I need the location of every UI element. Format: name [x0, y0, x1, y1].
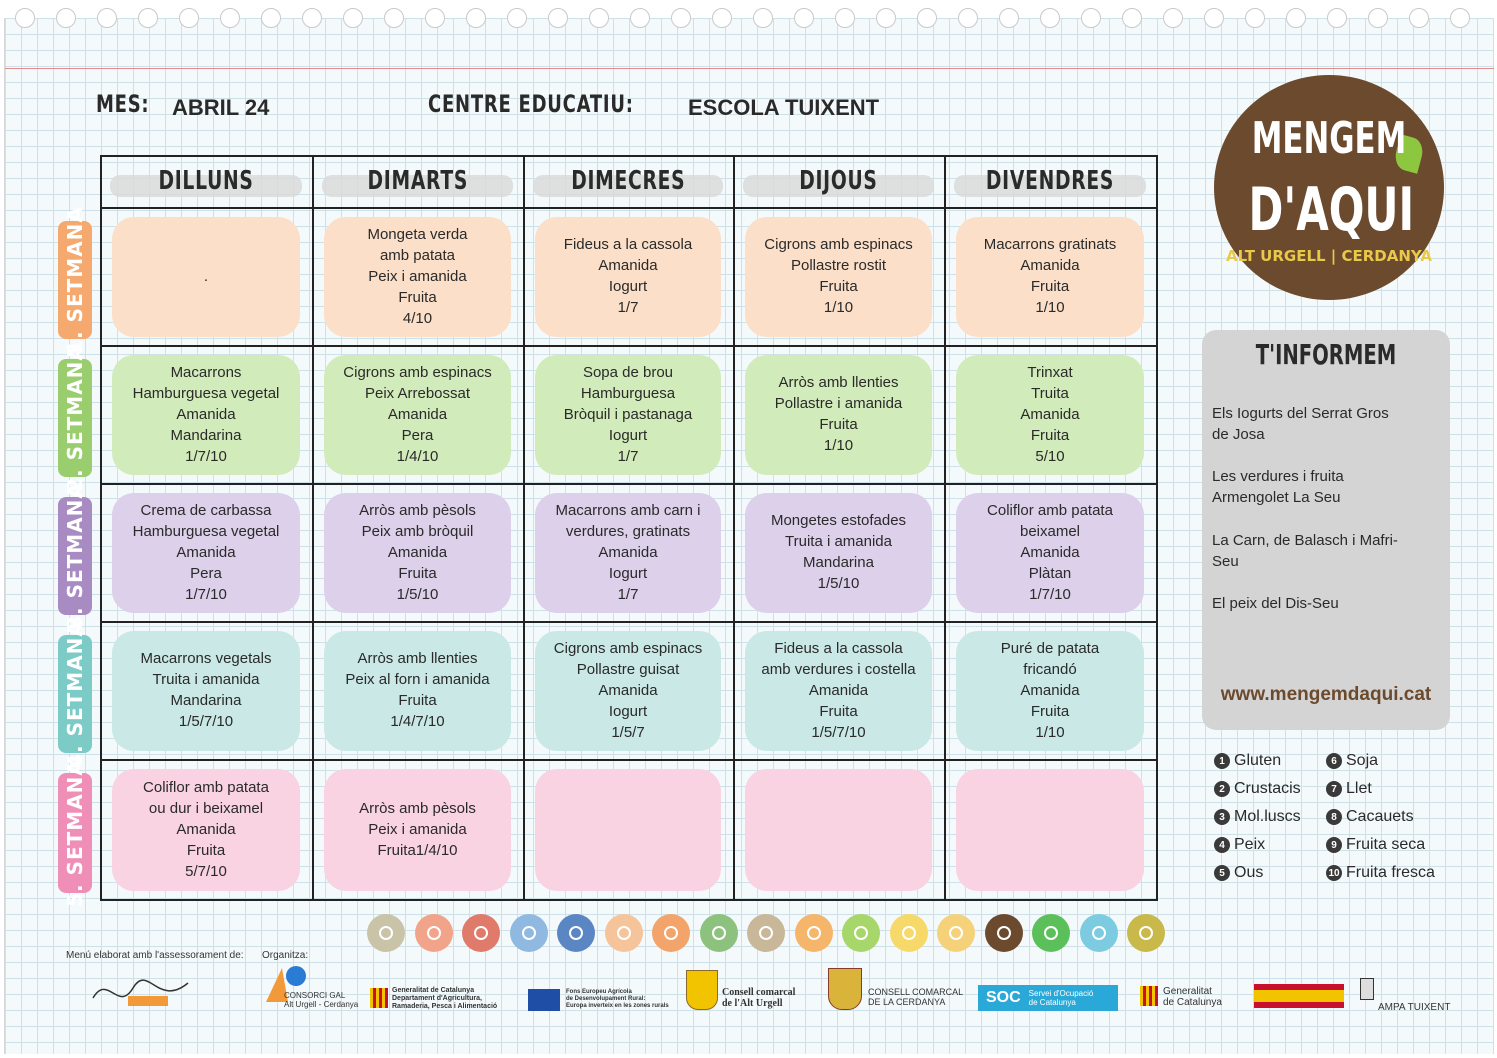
binding-ring: [1450, 8, 1470, 28]
allergen-name: Ous: [1234, 864, 1264, 881]
binding-ring: [507, 8, 527, 28]
table-rule: [100, 899, 1158, 901]
menu-cell: [733, 345, 944, 483]
allergen-name: Cacauets: [1346, 808, 1414, 825]
allergen-item: [1214, 808, 1301, 826]
binding-ring: [548, 8, 568, 28]
school-label: CENTRE EDUCATIU:: [428, 90, 634, 118]
menu-cell: [944, 345, 1156, 483]
menu-cell: [944, 483, 1156, 621]
allergen-item: [1326, 780, 1372, 798]
menu-table: [100, 155, 1158, 901]
binding-ring: [1122, 8, 1142, 28]
allergen-name: Gluten: [1234, 752, 1282, 769]
dish-text: Cigrons amb espinacs Pollastre guisat Amanida Iogurt 1/5/7: [553, 639, 703, 741]
logo-line3: ALT URGELL | CERDANYA: [1226, 247, 1432, 265]
binding-ring: [1409, 8, 1429, 28]
menu-cell: [733, 207, 944, 345]
spain-gov-logo: [1254, 984, 1344, 1008]
month-label: MES:: [96, 90, 150, 118]
allergen-item: [1214, 864, 1263, 882]
menu-cell: [100, 621, 312, 759]
dish-text: Mongeta verda amb patata Peix i amanida Fruita 4/10: [367, 225, 468, 327]
oil-icon: [1127, 914, 1165, 952]
menu-cell: [100, 483, 312, 621]
menu-cell: [312, 207, 523, 345]
allergen-name: Llet: [1346, 780, 1372, 797]
binding-ring: [1163, 8, 1183, 28]
dish-text: Arròs amb pèsols Peix amb bròquil Amanida Fruita 1/5/10: [359, 501, 476, 603]
binding-ring: [794, 8, 814, 28]
menu-cell: [944, 621, 1156, 759]
day-name: DIJOUS: [799, 166, 878, 196]
generalitat-text: Generalitat de Catalunya: [1163, 986, 1222, 1008]
sardines-icon: [557, 914, 595, 952]
allergen-number-icon: 8: [1326, 809, 1342, 825]
dish-text: Arròs amb llenties Pollastre i amanida Fruita 1/10: [774, 374, 903, 454]
signature-logo: [88, 968, 198, 1018]
allergen-name: Mol.luscs: [1234, 808, 1301, 825]
binding-ring: [589, 8, 609, 28]
allergen-number-icon: 5: [1214, 865, 1230, 881]
day-header: [944, 155, 1156, 207]
cell-background: [535, 769, 721, 891]
binding-ring: [384, 8, 404, 28]
menu-cell: [523, 483, 733, 621]
info-panel: [1202, 330, 1450, 730]
binding-ring: [1327, 8, 1347, 28]
day-name: DIVENDRES: [985, 166, 1115, 196]
binding-ring: [261, 8, 281, 28]
spiral-binding: [15, 8, 1470, 28]
binding-ring: [1081, 8, 1101, 28]
ampa-text: AMPA TUIXENT: [1378, 1002, 1451, 1013]
binding-ring: [753, 8, 773, 28]
dish-text: Coliflor amb patata beixamel Amanida Plàtan 1/7/10: [987, 501, 1113, 603]
wheat-icon: [652, 914, 690, 952]
allergen-name: Peix: [1234, 836, 1266, 853]
menu-cell: [944, 759, 1156, 899]
week-label: [58, 759, 92, 907]
meat-icon: [462, 914, 500, 952]
pasta-icon: [605, 914, 643, 952]
binding-ring: [179, 8, 199, 28]
week-label-text: 2. SETMANA: [63, 344, 88, 492]
allergen-number-icon: 9: [1326, 837, 1342, 853]
binding-ring: [1204, 8, 1224, 28]
generalitat-flag-icon: [370, 988, 388, 1008]
dish-text: Trinxat Truita Amanida Fruita 5/10: [1020, 363, 1080, 465]
day-header: [733, 155, 944, 207]
binding-ring: [425, 8, 445, 28]
dish-text: Fideus a la cassola Amanida Iogurt 1/7: [563, 236, 693, 316]
menu-cell: [523, 759, 733, 899]
allergen-item: [1214, 752, 1281, 770]
week-label: [58, 620, 92, 768]
consell-urgell-text: Consell comarcal de l'Alt Urgell: [722, 987, 796, 1009]
dish-text: Puré de patata fricandó Amanida Fruita 1/10: [1000, 639, 1100, 741]
binding-ring: [1245, 8, 1265, 28]
binding-ring: [97, 8, 117, 28]
dish-text: Sopa de brou Hamburguesa Bròquil i pastanaga Iogurt 1/7: [563, 363, 693, 465]
binding-ring: [1368, 8, 1388, 28]
menu-cell: [523, 207, 733, 345]
cheese-icon: [890, 914, 928, 952]
day-header: [312, 155, 523, 207]
dish-text: Macarrons gratinats Amanida Fruita 1/10: [983, 236, 1117, 316]
info-item: La Carn, de Balasch i Mafri- Seu: [1212, 532, 1398, 570]
day-name: DIMARTS: [367, 166, 468, 196]
organizer-label: Organitza:: [262, 950, 309, 961]
day-name: DIMECRES: [570, 166, 686, 196]
menu-cell: [944, 207, 1156, 345]
menu-cell: [733, 621, 944, 759]
menu-cell: [523, 621, 733, 759]
week-label-text: 1. SETMANA: [63, 206, 88, 354]
allergen-item: [1214, 780, 1301, 798]
eu-fund-text: Fons Europeu Agrícola de Desenvolupament Rural: Europa inverteix en les zones rurals: [566, 989, 669, 1009]
binding-ring: [1286, 8, 1306, 28]
info-title: T'INFORMEM: [1255, 338, 1397, 371]
allergen-item: [1326, 808, 1414, 826]
allergen-name: Fruita seca: [1346, 836, 1426, 853]
dish-text: Crema de carbassa Hamburguesa vegetal Amanida Pera 1/7/10: [132, 501, 280, 603]
cerdanya-shield-icon: [828, 968, 862, 1010]
week-label: [58, 482, 92, 630]
school-value: ESCOLA TUIXENT: [688, 95, 880, 120]
day-name: DILLUNS: [158, 166, 254, 196]
binding-ring: [917, 8, 937, 28]
cell-background: [745, 769, 932, 891]
advice-text: Menú elaborat amb l'assessorament de:: [66, 950, 244, 961]
dish-text: Macarrons Hamburguesa vegetal Amanida Mandarina 1/7/10: [132, 363, 280, 465]
dish-text: Arròs amb llenties Peix al forn i amanida Fruita 1/4/7/10: [345, 650, 490, 730]
allergen-item: [1326, 836, 1425, 854]
menu-cell: [312, 345, 523, 483]
allergen-number-icon: 4: [1214, 837, 1230, 853]
dish-text: Macarrons vegetals Truita i amanida Mandarina 1/5/7/10: [140, 650, 272, 730]
binding-ring: [302, 8, 322, 28]
week-label: [58, 206, 92, 354]
week-label-text: 3. SETMANA: [63, 482, 88, 630]
allergen-name: Soja: [1346, 752, 1379, 769]
binding-ring: [835, 8, 855, 28]
binding-ring: [958, 8, 978, 28]
allergen-number-icon: 7: [1326, 781, 1342, 797]
consell-cerdanya-text: CONSELL COMARCAL DE LA CERDANYA: [868, 987, 964, 1007]
legumes-icon: [747, 914, 785, 952]
cell-background: [956, 769, 1144, 891]
week-label: [58, 344, 92, 492]
info-item: Els Iogurts del Serrat Gros de Josa: [1212, 405, 1389, 443]
allergen-number-icon: 3: [1214, 809, 1230, 825]
binding-ring: [466, 8, 486, 28]
logo-line1: MENGEM: [1251, 113, 1407, 164]
generalitat-dept-text: Generalitat de Catalunya Departament d'Agricultura, Ramaderia, Pesca i Alimentació: [392, 987, 498, 1010]
grains-icon: [367, 914, 405, 952]
dish-text: Arròs amb pèsols Peix i amanida Fruita1/4/10: [359, 799, 476, 859]
menu-cell: [523, 345, 733, 483]
margin-line: [5, 68, 1494, 69]
soc-text: SOC: [986, 989, 1021, 1006]
dish-text: Cigrons amb espinacs Pollastre rostit Fruita 1/10: [764, 236, 913, 316]
binding-ring: [1040, 8, 1060, 28]
vegetables-icon: [700, 914, 738, 952]
consorci-text: CONSORCI GAL Alt Urgell - Cerdanya: [284, 991, 359, 1009]
month-value: ABRIL 24: [172, 95, 270, 120]
menu-cell: [100, 759, 312, 899]
dish-text: Fideus a la cassola amb verdures i costella Amanida Fruita 1/5/7/10: [761, 639, 916, 741]
info-item: El peix del Dis-Seu: [1212, 595, 1339, 612]
binding-ring: [138, 8, 158, 28]
dish-text: Macarrons amb carn i verdures, gratinats Amanida Iogurt 1/7: [555, 501, 701, 603]
allergen-name: Crustacis: [1234, 780, 1301, 797]
binding-ring: [15, 8, 35, 28]
menu-cell: [100, 207, 312, 345]
binding-ring: [671, 8, 691, 28]
menu-cell: [312, 621, 523, 759]
table-rule: [1156, 155, 1158, 901]
logo-line2: D'AQUI: [1248, 175, 1415, 245]
allergen-item: [1326, 752, 1378, 770]
binding-ring: [56, 8, 76, 28]
binding-ring: [712, 8, 732, 28]
allergen-number-icon: 10: [1326, 865, 1342, 881]
allergen-number-icon: 1: [1214, 753, 1230, 769]
allergen-item: [1214, 836, 1265, 854]
fish-icon: [510, 914, 548, 952]
leaf-icon: [985, 914, 1023, 952]
menu-cell: [312, 483, 523, 621]
dish-text: Mongetes estofades Truita i amanida Mandarina 1/5/10: [770, 512, 907, 592]
allergen-name: Fruita fresca: [1346, 864, 1435, 881]
website-link[interactable]: www.mengemdaqui.cat: [1220, 684, 1432, 705]
urgell-shield-icon: [686, 970, 718, 1010]
ampa-shield-icon: [1360, 978, 1374, 1000]
dish-text: .: [203, 267, 209, 285]
water-icon: [1080, 914, 1118, 952]
day-header: [523, 155, 733, 207]
binding-ring: [999, 8, 1019, 28]
week-label-text: 5. SETMANA: [63, 759, 88, 907]
apple-icon: [842, 914, 880, 952]
allergen-number-icon: 6: [1326, 753, 1342, 769]
day-header: [100, 155, 312, 207]
binding-ring: [343, 8, 363, 28]
binding-ring: [630, 8, 650, 28]
generalitat-flag-icon: [1140, 986, 1158, 1006]
eco-icon: [1032, 914, 1070, 952]
menu-cell: [733, 483, 944, 621]
week-label-text: 4. SETMANA: [63, 620, 88, 768]
info-item: Les verdures i fruita Armengolet La Seu: [1212, 468, 1344, 506]
binding-ring: [876, 8, 896, 28]
menu-cell: [100, 345, 312, 483]
allergen-number-icon: 2: [1214, 781, 1230, 797]
rice-icon: [937, 914, 975, 952]
dish-text: Cigrons amb espinacs Peix Arrebossat Amanida Pera 1/4/10: [343, 363, 492, 465]
soc-sub-text: Servei d'Ocupació de Catalunya: [1028, 989, 1094, 1007]
drumstick-icon: [415, 914, 453, 952]
binding-ring: [220, 8, 240, 28]
bread-icon: [795, 914, 833, 952]
menu-cell: [733, 759, 944, 899]
allergen-item: [1326, 864, 1435, 882]
mengem-daqui-logo: [1214, 75, 1444, 300]
menu-cell: [312, 759, 523, 899]
eu-flag-icon: [528, 989, 560, 1011]
soc-logo: [978, 985, 1118, 1011]
dish-text: Coliflor amb patata ou dur i beixamel Amanida Fruita 5/7/10: [143, 778, 269, 880]
